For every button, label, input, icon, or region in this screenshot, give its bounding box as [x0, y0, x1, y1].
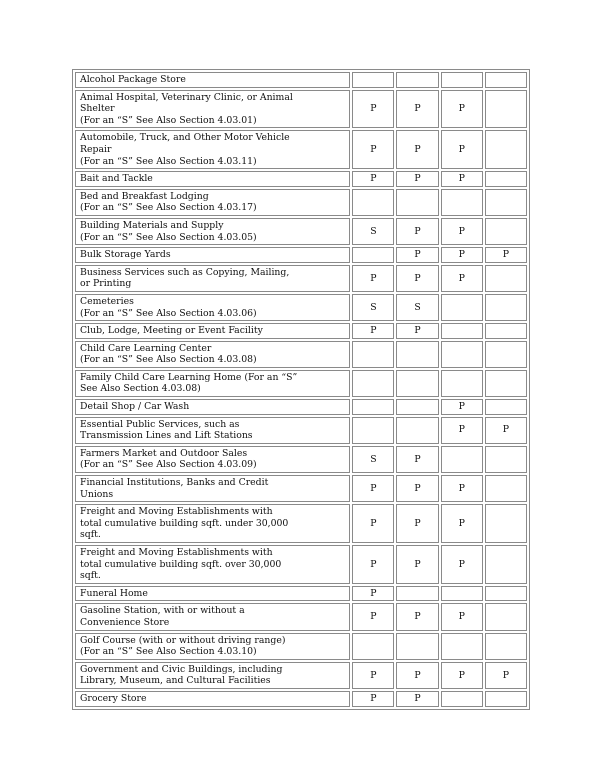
use-name-line: Bed and Breakfast Lodging [80, 190, 209, 202]
district-permission-cell [485, 370, 527, 397]
use-name-line: Golf Course (with or without driving range) [80, 634, 286, 646]
use-name-line: Club, Lodge, Meeting or Event Facility [80, 325, 263, 337]
district-permission-cell [485, 586, 527, 602]
use-name-cell [75, 417, 350, 444]
use-name-cell [75, 294, 350, 321]
district-permission-cell [396, 370, 438, 397]
use-name-line: Unions [80, 488, 114, 500]
table-row [75, 90, 527, 129]
table-row [75, 218, 527, 245]
district-permission-cell [441, 294, 483, 321]
use-name-cell [75, 370, 350, 397]
use-name-line: (For an “S” See Also Section 4.03.01) [80, 114, 257, 126]
use-name-cell [75, 504, 350, 543]
district-permission-cell: P [396, 446, 438, 473]
district-permission-cell [441, 633, 483, 660]
district-permission-cell [485, 90, 527, 129]
district-permission-cell: P [441, 130, 483, 169]
use-name-cell [75, 218, 350, 245]
use-name-cell [75, 446, 350, 473]
table-row [75, 72, 527, 88]
use-name-cell [75, 171, 350, 187]
district-permission-cell: P [485, 662, 527, 689]
district-permission-cell: P [352, 475, 394, 502]
use-name-line: Grocery Store [80, 692, 147, 704]
use-name-line: (For an “S” See Also Section 4.03.05) [80, 231, 257, 243]
use-name-cell [75, 323, 350, 339]
use-name-line: or Printing [80, 278, 132, 290]
use-name-cell [75, 586, 350, 602]
district-permission-cell [352, 189, 394, 216]
district-permission-cell: P [485, 247, 527, 263]
table-row [75, 504, 527, 543]
use-name-cell [75, 341, 350, 368]
district-permission-cell: P [396, 323, 438, 339]
district-permission-cell [352, 399, 394, 415]
use-name-cell [75, 399, 350, 415]
district-permission-cell [485, 189, 527, 216]
use-name-cell [75, 72, 350, 88]
district-permission-cell [396, 72, 438, 88]
district-permission-cell [485, 545, 527, 584]
use-name-line: Detail Shop / Car Wash [80, 401, 190, 413]
use-name-cell [75, 633, 350, 660]
district-permission-cell: S [352, 294, 394, 321]
district-permission-cell [485, 633, 527, 660]
use-name-line: Alcohol Package Store [80, 74, 186, 85]
district-permission-cell: S [396, 294, 438, 321]
use-name-line: (For an “S” See Also Section 4.03.17) [80, 202, 257, 214]
use-name-cell [75, 603, 350, 630]
use-name-line: Farmers Market and Outdoor Sales [80, 447, 248, 459]
district-permission-cell [396, 399, 438, 415]
use-name-line: (For an “S” See Also Section 4.03.11) [80, 155, 257, 167]
use-name-line: (For an “S” See Also Section 4.03.08) [80, 354, 257, 366]
use-name-line: Essential Public Services, such as [80, 418, 240, 430]
district-permission-cell: P [396, 504, 438, 543]
district-permission-cell [485, 218, 527, 245]
use-name-line: Library, Museum, and Cultural Facilities [80, 675, 271, 687]
permitted-uses-table [72, 69, 530, 710]
table-row [75, 189, 527, 216]
use-name-line: Child Care Learning Center [80, 342, 212, 354]
use-name-cell [75, 130, 350, 169]
use-name-line: total cumulative building sqft. over 30,000 [80, 558, 282, 570]
use-name-line: Family Child Care Learning Home (For an “S” [80, 371, 298, 383]
district-permission-cell [485, 265, 527, 292]
district-permission-cell: P [441, 265, 483, 292]
district-permission-cell: P [396, 218, 438, 245]
district-permission-cell [396, 417, 438, 444]
district-permission-cell: P [485, 417, 527, 444]
table-row [75, 265, 527, 292]
district-permission-cell [485, 72, 527, 88]
table-row [75, 399, 527, 415]
district-permission-cell: P [396, 475, 438, 502]
district-permission-cell [485, 504, 527, 543]
table-body [75, 72, 527, 707]
district-permission-cell: P [396, 545, 438, 584]
use-name-line: Freight and Moving Establishments with [80, 506, 273, 518]
use-name-cell [75, 247, 350, 263]
district-permission-cell: P [352, 603, 394, 630]
district-permission-cell [441, 691, 483, 707]
district-permission-cell [396, 586, 438, 602]
district-permission-cell: P [352, 323, 394, 339]
district-permission-cell: P [352, 130, 394, 169]
district-permission-cell: P [396, 265, 438, 292]
district-permission-cell [485, 341, 527, 368]
district-permission-cell: P [441, 247, 483, 263]
table-row [75, 633, 527, 660]
district-permission-cell: P [441, 218, 483, 245]
table-row [75, 247, 527, 263]
district-permission-cell: P [396, 662, 438, 689]
district-permission-cell [441, 189, 483, 216]
district-permission-cell [485, 446, 527, 473]
use-name-line: Animal Hospital, Veterinary Clinic, or Animal [80, 91, 293, 103]
district-permission-cell: P [396, 90, 438, 129]
use-name-line: Financial Institutions, Banks and Credit [80, 477, 269, 489]
district-permission-cell: P [352, 691, 394, 707]
district-permission-cell [396, 189, 438, 216]
district-permission-cell [485, 130, 527, 169]
district-permission-cell [396, 341, 438, 368]
district-permission-cell [485, 323, 527, 339]
district-permission-cell: P [352, 545, 394, 584]
use-name-cell [75, 189, 350, 216]
district-permission-cell [485, 603, 527, 630]
district-permission-cell [352, 417, 394, 444]
district-permission-cell [441, 446, 483, 473]
district-permission-cell: P [441, 399, 483, 415]
district-permission-cell: P [352, 171, 394, 187]
district-permission-cell [485, 171, 527, 187]
use-name-line: Government and Civic Buildings, including [80, 663, 283, 675]
district-permission-cell: P [396, 603, 438, 630]
district-permission-cell: S [352, 446, 394, 473]
use-name-line: Transmission Lines and Lift Stations [80, 430, 253, 442]
district-permission-cell: P [352, 586, 394, 602]
use-name-line: (For an “S” See Also Section 4.03.06) [80, 307, 257, 319]
district-permission-cell [485, 399, 527, 415]
table-row [75, 323, 527, 339]
district-permission-cell [441, 370, 483, 397]
district-permission-cell [441, 323, 483, 339]
use-name-cell [75, 691, 350, 707]
district-permission-cell: P [352, 90, 394, 129]
district-permission-cell: P [441, 90, 483, 129]
use-name-line: Bulk Storage Yards [80, 249, 171, 261]
use-name-cell [75, 662, 350, 689]
use-name-line: Cemeteries [80, 295, 134, 307]
use-name-cell [75, 545, 350, 584]
table-row [75, 130, 527, 169]
district-permission-cell: P [441, 504, 483, 543]
use-name-line: Bait and Tackle [80, 173, 153, 185]
district-permission-cell: P [441, 603, 483, 630]
use-name-cell [75, 475, 350, 502]
district-permission-cell [352, 341, 394, 368]
district-permission-cell: P [352, 504, 394, 543]
use-name-line: Automobile, Truck, and Other Motor Vehicle [80, 132, 290, 144]
table-row [75, 586, 527, 602]
table-row [75, 691, 527, 707]
use-name-line: Business Services such as Copying, Mailing, [80, 266, 290, 278]
table-row [75, 370, 527, 397]
use-name-line: Building Materials and Supply [80, 219, 224, 231]
district-permission-cell [441, 72, 483, 88]
use-name-line: Freight and Moving Establishments with [80, 547, 273, 558]
district-permission-cell [441, 586, 483, 602]
table-row [75, 603, 527, 630]
table-row [75, 294, 527, 321]
district-permission-cell: P [396, 171, 438, 187]
district-permission-cell: P [441, 475, 483, 502]
district-permission-cell: P [441, 417, 483, 444]
table-row [75, 446, 527, 473]
table-row [75, 341, 527, 368]
use-name-line: (For an “S” See Also Section 4.03.10) [80, 646, 257, 658]
table-row [75, 475, 527, 502]
district-permission-cell [352, 370, 394, 397]
use-name-line: total cumulative building sqft. under 30,000 [80, 517, 289, 529]
use-name-line: Gasoline Station, with or without a [80, 605, 245, 617]
district-permission-cell [485, 691, 527, 707]
use-name-cell [75, 265, 350, 292]
district-permission-cell [441, 341, 483, 368]
district-permission-cell: P [396, 130, 438, 169]
use-name-line: Funeral Home [80, 587, 148, 599]
table-row [75, 171, 527, 187]
use-name-line: (For an “S” See Also Section 4.03.09) [80, 459, 257, 471]
table-row [75, 662, 527, 689]
district-permission-cell: P [441, 171, 483, 187]
use-name-line: Repair [80, 143, 112, 155]
district-permission-cell [352, 633, 394, 660]
district-permission-cell: P [352, 662, 394, 689]
district-permission-cell [485, 294, 527, 321]
use-name-line: Shelter [80, 103, 115, 115]
district-permission-cell [396, 633, 438, 660]
district-permission-cell [485, 475, 527, 502]
district-permission-cell [352, 72, 394, 88]
district-permission-cell [352, 247, 394, 263]
use-name-line: sqft. [80, 570, 101, 582]
district-permission-cell: S [352, 218, 394, 245]
district-permission-cell: P [396, 691, 438, 707]
district-permission-cell: P [352, 265, 394, 292]
use-name-cell [75, 90, 350, 129]
district-permission-cell: P [441, 662, 483, 689]
use-name-line: sqft. [80, 529, 101, 541]
table-row [75, 545, 527, 584]
district-permission-cell: P [441, 545, 483, 584]
use-name-line: Convenience Store [80, 616, 170, 628]
use-name-line: See Also Section 4.03.08) [80, 383, 201, 395]
district-permission-cell: P [396, 247, 438, 263]
table-row [75, 417, 527, 444]
